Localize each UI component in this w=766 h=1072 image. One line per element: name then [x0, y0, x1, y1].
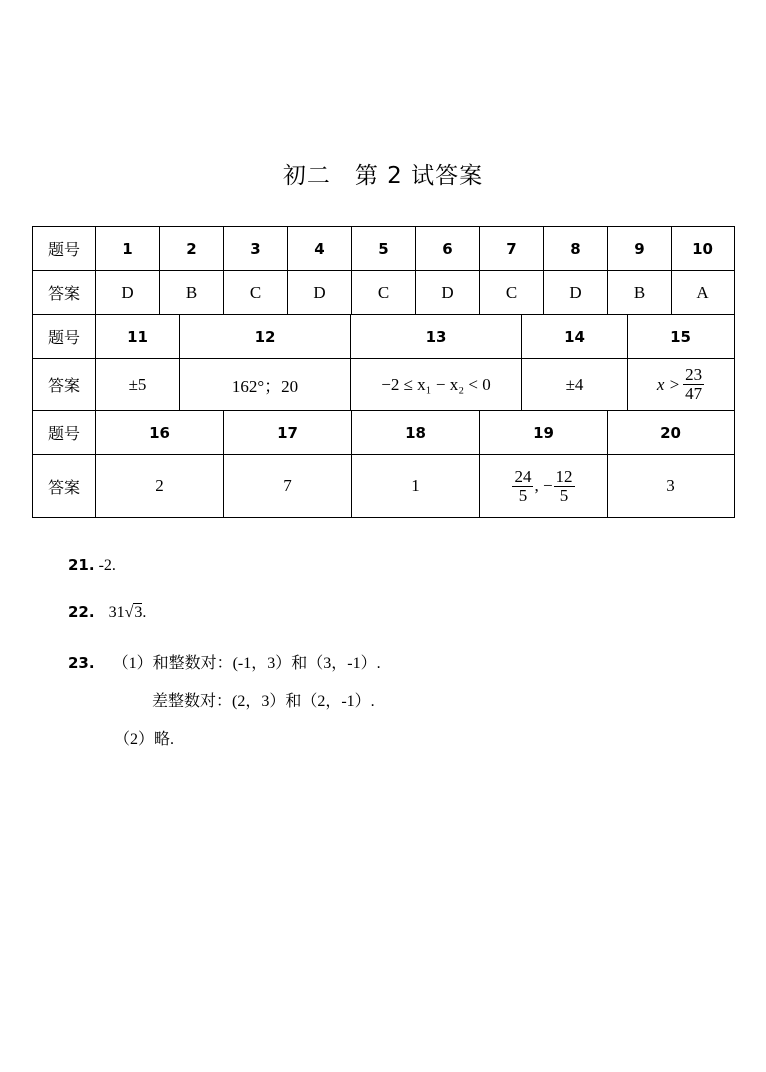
table-row	[33, 315, 734, 359]
answer-line: （2）略.	[114, 731, 175, 748]
fraction-numerator: 23	[685, 365, 703, 385]
fraction-denominator: 5	[518, 485, 528, 505]
answer-value: D	[544, 271, 608, 314]
question-number: 21.	[68, 556, 95, 574]
answer-value: 1	[352, 455, 480, 517]
radicand: 3	[134, 604, 143, 621]
question-number: 14	[522, 315, 628, 358]
answer-table	[32, 226, 735, 518]
question-23	[68, 650, 381, 673]
answer-value: C	[352, 271, 416, 314]
fraction-prefix: x >	[656, 374, 681, 394]
answer-end: .	[142, 604, 147, 621]
fraction-numerator: 12	[555, 466, 573, 486]
answer-value: 3	[666, 476, 675, 495]
question-number: 7	[480, 227, 544, 270]
table-row	[33, 359, 734, 411]
answer-value: C	[224, 271, 288, 314]
answer-value: 7	[224, 455, 352, 517]
question-number: 23.	[68, 654, 95, 672]
answer-line: （1）和整数对：(-1，3）和（3，-1）.	[112, 655, 381, 672]
fraction-denominator: 47	[685, 384, 703, 403]
question-number: 15	[670, 327, 691, 346]
fraction	[683, 366, 704, 403]
fraction-numerator: 24	[514, 466, 532, 486]
question-number: 13	[351, 315, 522, 358]
question-number: 5	[352, 227, 416, 270]
answer-value: B	[608, 271, 672, 314]
answer-value-fraction	[628, 359, 733, 410]
question-number: 8	[544, 227, 608, 270]
question-number: 10	[692, 239, 713, 258]
answer-value: C	[480, 271, 544, 314]
row-label-question: 题号	[33, 227, 96, 270]
question-number: 22.	[68, 603, 95, 621]
row-label-answer: 答案	[33, 271, 96, 314]
row-label-answer: 答案	[33, 455, 96, 517]
answer-value: ±4	[522, 359, 628, 410]
row-label-answer: 答案	[33, 359, 96, 410]
page-title: 初二 第 2 试答案	[282, 163, 484, 189]
question-number: 19	[480, 411, 608, 454]
answer-value: 2	[96, 455, 224, 517]
row-label-question: 题号	[33, 411, 96, 454]
question-number: 2	[160, 227, 224, 270]
answer-coefficient: 31	[108, 604, 125, 621]
row-label-question: 题号	[33, 315, 96, 358]
table-row	[33, 411, 734, 455]
fraction	[512, 468, 533, 505]
fraction-separator: , −	[534, 476, 553, 495]
question-22	[68, 603, 146, 622]
answer-line: 差整数对：(2，3）和（2，-1）.	[152, 693, 375, 710]
answer-value: A	[696, 282, 709, 302]
answer-value-fraction	[480, 455, 608, 517]
question-number: 17	[224, 411, 352, 454]
question-number: 6	[416, 227, 480, 270]
answer-value: 162°；20	[180, 359, 351, 410]
question-number: 18	[352, 411, 480, 454]
answer-value: ±5	[96, 359, 180, 410]
fraction-denominator: 5	[559, 485, 569, 505]
table-row	[33, 271, 734, 315]
question-number: 12	[180, 315, 351, 358]
answer-value: D	[288, 271, 352, 314]
answer-value: −2 ≤ x₁ − x₂ < 0	[351, 359, 522, 410]
question-number: 16	[96, 411, 224, 454]
fraction	[554, 468, 575, 505]
question-number: 9	[608, 227, 672, 270]
answer-value: B	[160, 271, 224, 314]
answer-value: D	[416, 271, 480, 314]
answer-text: -2.	[98, 557, 116, 574]
question-number: 4	[288, 227, 352, 270]
question-number: 1	[96, 227, 160, 270]
question-21	[68, 556, 116, 575]
radical-sign: √	[124, 604, 134, 621]
question-number: 11	[96, 315, 180, 358]
answer-value: D	[96, 271, 160, 314]
question-number: 20	[660, 423, 681, 442]
table-row	[33, 455, 734, 517]
question-number: 3	[224, 227, 288, 270]
table-row	[33, 227, 734, 271]
